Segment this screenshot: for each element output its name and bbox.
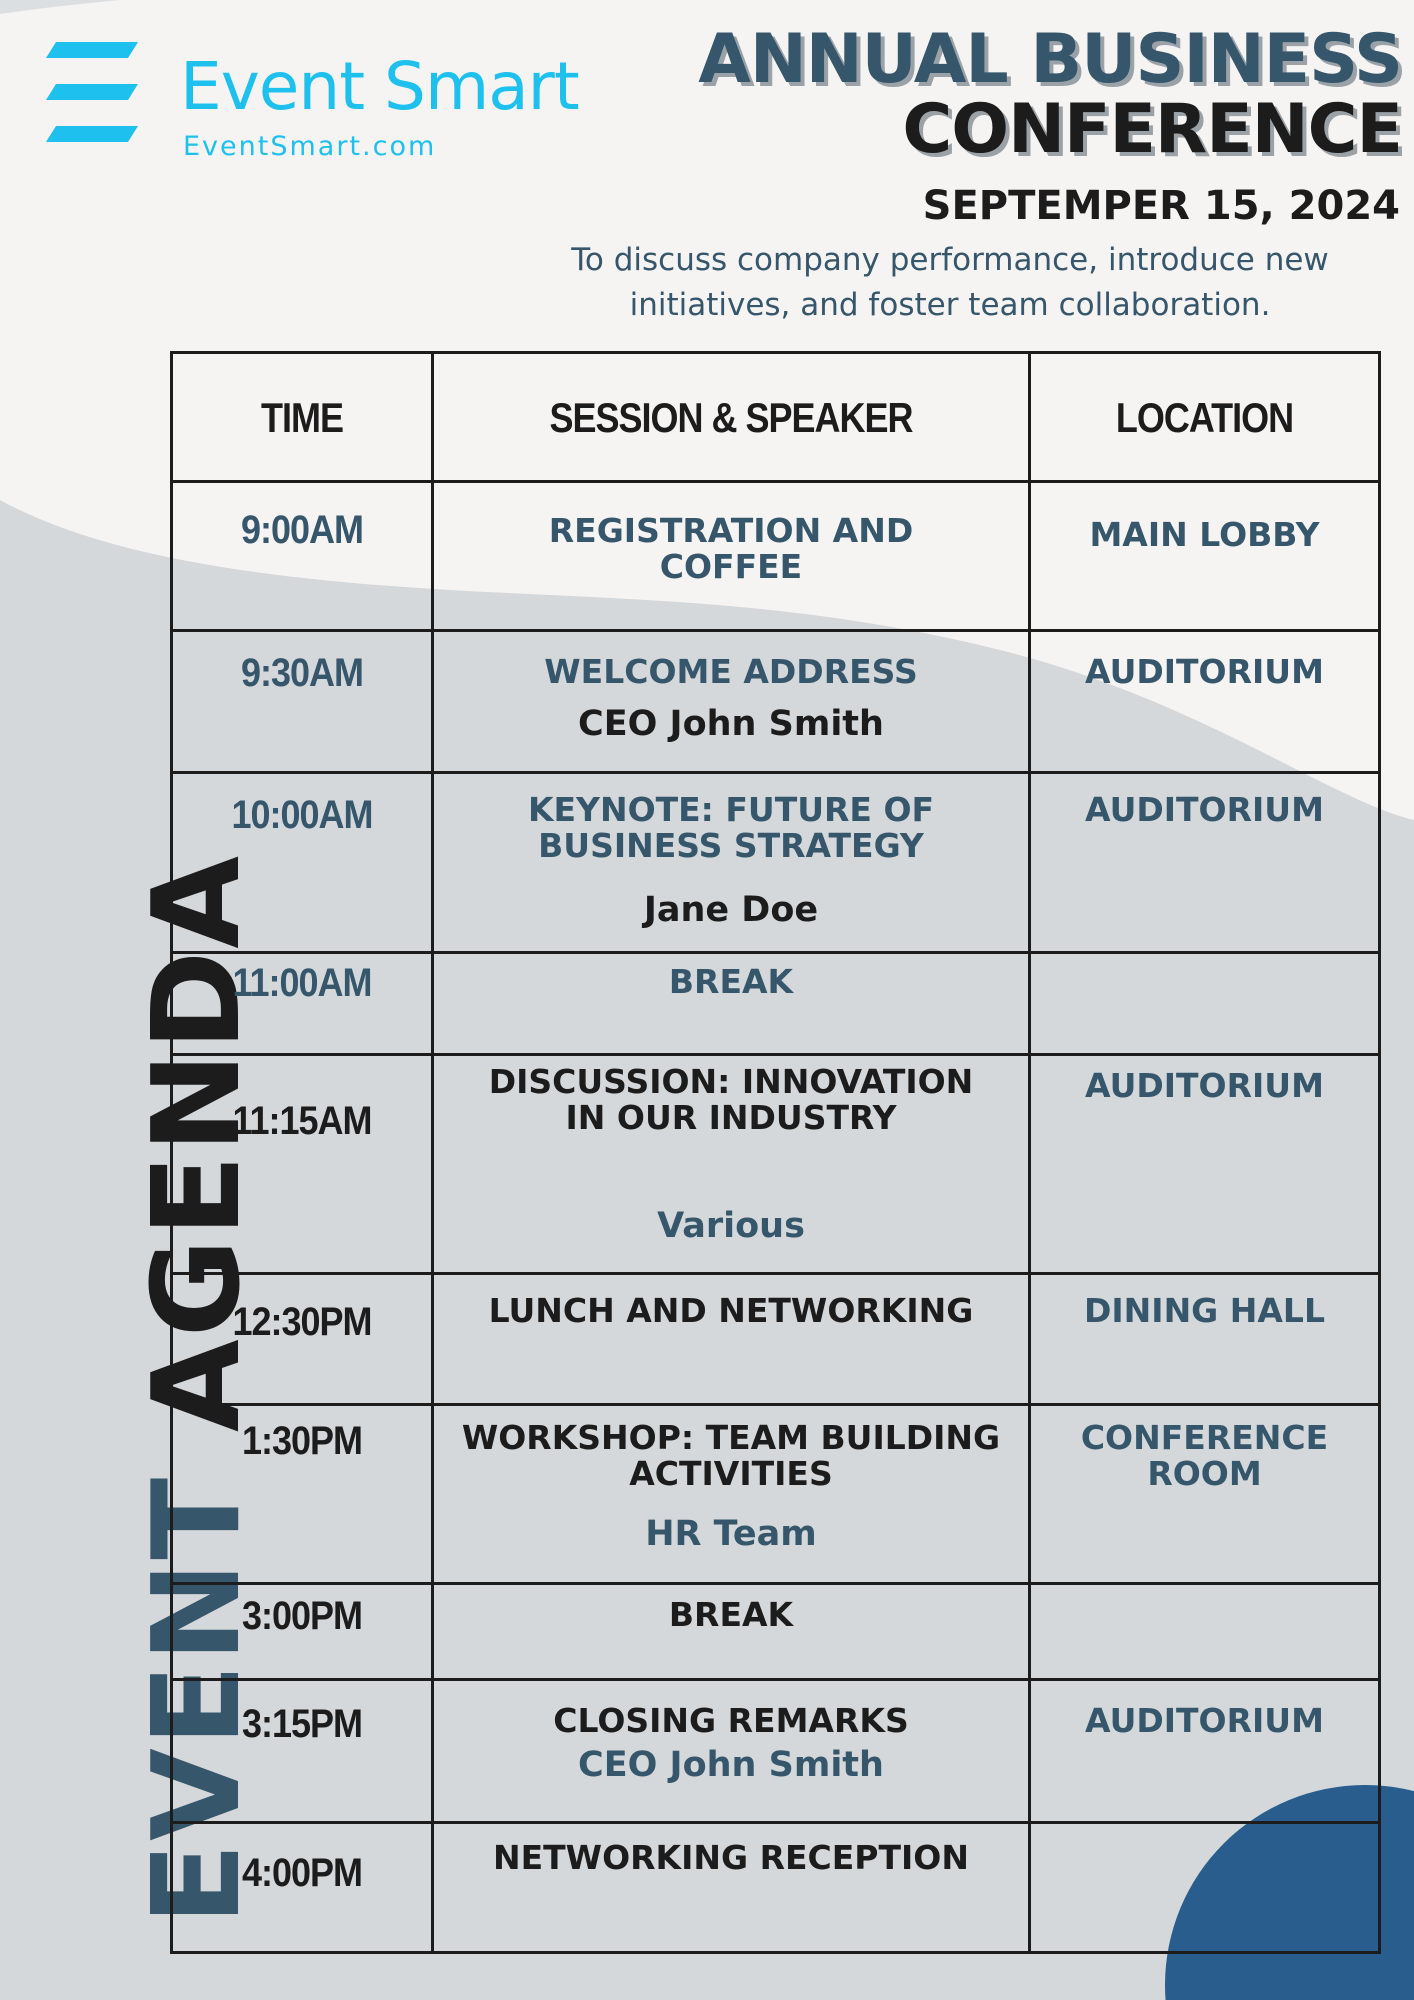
row-speaker: CEO John Smith — [578, 704, 884, 744]
row-time: 3:00PM — [241, 1592, 363, 1638]
row-session: NETWORKING RECEPTION — [493, 1838, 969, 1877]
row-session: KEYNOTE: FUTURE OF BUSINESS STRATEGY — [527, 790, 935, 865]
event-date: SEPTEMPER 15, 2024 — [922, 183, 1400, 229]
table-row — [172, 773, 1380, 953]
table-row — [172, 482, 1380, 631]
row-time: 11:00AM — [232, 959, 372, 1005]
row-time: 9:30AM — [240, 649, 364, 695]
table-row — [172, 953, 1380, 1055]
row-location: DINING HALL — [1084, 1291, 1325, 1330]
row-session: BREAK — [668, 962, 794, 1001]
event-smart-logo-icon — [46, 42, 141, 142]
table-header-row — [172, 353, 1380, 482]
row-speaker: HR Team — [645, 1514, 817, 1554]
row-speaker: Jane Doe — [643, 890, 819, 930]
row-session: CLOSING REMARKS — [553, 1701, 909, 1740]
row-time: 10:00AM — [231, 791, 373, 837]
row-location: MAIN LOBBY — [1089, 515, 1320, 554]
table-row — [172, 1405, 1380, 1584]
row-session: WELCOME ADDRESS — [544, 652, 918, 691]
table-row — [172, 1055, 1380, 1274]
row-session: BREAK — [668, 1595, 794, 1634]
row-location: AUDITORIUM — [1085, 1066, 1324, 1105]
title-line-1: ANNUAL BUSINESS — [698, 20, 1402, 99]
brand-url[interactable]: EventSmart.com — [183, 131, 437, 162]
table-row — [172, 1584, 1380, 1680]
table-row — [172, 631, 1380, 773]
event-subtitle: To discuss company performance, introduce new initiatives, and foster team collaboration. — [571, 242, 1329, 323]
row-location: AUDITORIUM — [1085, 652, 1324, 691]
row-location: AUDITORIUM — [1085, 790, 1324, 829]
row-time: 11:15AM — [232, 1097, 372, 1143]
row-speaker: Various — [657, 1206, 805, 1246]
row-session: LUNCH AND NETWORKING — [488, 1291, 974, 1330]
row-time: 1:30PM — [241, 1417, 363, 1463]
header-location: LOCATION — [1030, 343, 1380, 491]
table-row — [172, 1274, 1380, 1405]
row-session: REGISTRATION AND COFFEE — [548, 511, 914, 586]
row-time: 3:15PM — [241, 1700, 363, 1746]
row-speaker: CEO John Smith — [578, 1745, 884, 1785]
row-session: WORKSHOP: TEAM BUILDING ACTIVITIES — [461, 1418, 1001, 1493]
row-location: CONFERENCE ROOM — [1080, 1418, 1329, 1493]
row-location: AUDITORIUM — [1085, 1701, 1324, 1740]
row-time: 12:30PM — [232, 1298, 372, 1344]
row-time: 9:00AM — [240, 506, 364, 552]
title-line-2: CONFERENCE — [902, 90, 1402, 169]
table-row — [172, 1823, 1380, 1953]
side-title-event: EVENT — [128, 1475, 267, 1925]
row-time: 4:00PM — [241, 1849, 363, 1895]
agenda-table — [170, 351, 1381, 1954]
row-session: DISCUSSION: INNOVATION IN OUR INDUSTRY — [488, 1062, 974, 1137]
table-row — [172, 1680, 1380, 1823]
header-session: SESSION & SPEAKER — [433, 343, 1030, 491]
side-title-agenda: AGENDA — [128, 853, 267, 1433]
header-time: TIME — [172, 343, 433, 491]
brand-name: Event Smart — [180, 48, 579, 125]
